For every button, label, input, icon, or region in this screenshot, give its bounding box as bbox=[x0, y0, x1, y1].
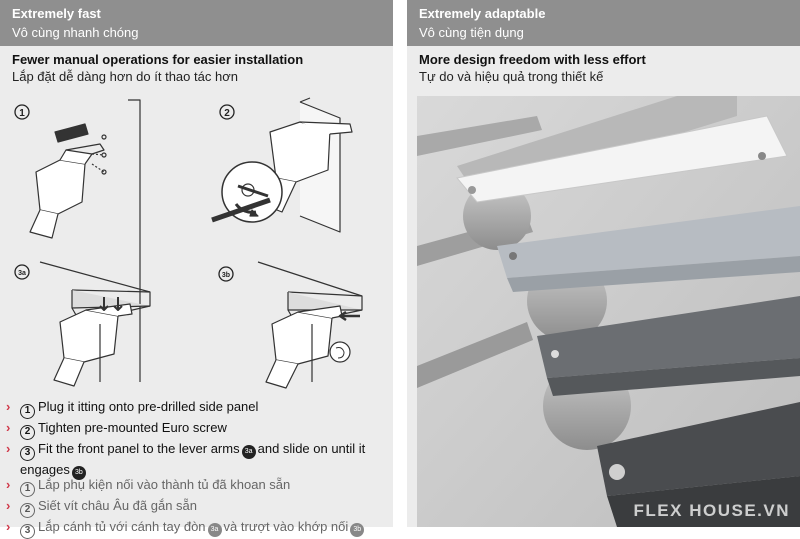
diagram-label-3b: 3b bbox=[221, 272, 231, 279]
step-vi-3-mid: và trượt vào khớp nối bbox=[223, 519, 349, 534]
step-en-3-text-a: Fit the front panel to the lever arms bbox=[38, 441, 240, 456]
step-badge-3b: 3b bbox=[72, 466, 86, 480]
right-header bbox=[407, 0, 800, 46]
left-subtitle-vi: Lắp đặt dễ dàng hơn do ít thao tác hơn bbox=[12, 69, 238, 84]
step-number-badge: 3 bbox=[20, 446, 35, 461]
step-3a-illustration bbox=[40, 262, 150, 386]
step-vi-1 bbox=[6, 476, 391, 497]
chevron-right-icon: › bbox=[6, 477, 11, 492]
right-subtitle-en: More design freedom with less effort bbox=[419, 52, 646, 67]
step-en-3-text-b: engages bbox=[20, 462, 70, 477]
step-vi-2 bbox=[6, 497, 391, 518]
step-vi-2-text: Siết vít châu Âu đã gắn sẵn bbox=[38, 498, 197, 513]
steps-english bbox=[6, 398, 391, 480]
right-header-title-vi: Vô cùng tiện dụng bbox=[419, 25, 524, 40]
installation-diagram bbox=[0, 92, 393, 392]
chevron-right-icon: › bbox=[6, 498, 11, 513]
step-en-2 bbox=[6, 419, 391, 440]
chevron-right-icon: › bbox=[6, 420, 11, 435]
step-vi-3-text-a: Lắp cánh tủ với cánh tay đòn bbox=[38, 519, 206, 534]
left-header bbox=[0, 0, 393, 46]
step-en-3 bbox=[6, 440, 391, 480]
step-number-badge: 3 bbox=[20, 524, 35, 539]
chevron-right-icon: › bbox=[6, 519, 11, 534]
step-vi-1-text: Lắp phụ kiện nối vào thành tủ đã khoan sẵn bbox=[38, 477, 291, 492]
step-number-badge: 1 bbox=[20, 482, 35, 497]
right-subtitle-vi: Tự do và hiệu quả trong thiết kế bbox=[419, 69, 604, 84]
step-en-3-mid: and slide on until it bbox=[257, 441, 366, 456]
left-subtitle bbox=[12, 51, 303, 85]
left-header-title-vi: Vô cùng nhanh chóng bbox=[12, 25, 139, 40]
right-header-title-en: Extremely adaptable bbox=[419, 6, 546, 21]
steps-vietnamese bbox=[6, 476, 391, 539]
left-subtitle-en: Fewer manual operations for easier installation bbox=[12, 52, 304, 67]
step-en-2-text: Tighten pre-mounted Euro screw bbox=[38, 420, 227, 435]
diagram-label-3a: 3a bbox=[18, 270, 26, 277]
left-header-title-en: Extremely fast bbox=[12, 6, 101, 21]
step-en-1 bbox=[6, 398, 391, 419]
step-badge-3a: 3a bbox=[208, 523, 222, 537]
chevron-right-icon: › bbox=[6, 441, 11, 456]
lift-mechanism-photo bbox=[417, 96, 800, 527]
watermark: FLEX HOUSE.VN bbox=[633, 501, 790, 520]
step-number-badge: 2 bbox=[20, 503, 35, 518]
right-panel bbox=[407, 0, 800, 527]
diagram-label-1: 1 bbox=[19, 108, 25, 119]
step-number-badge: 2 bbox=[20, 425, 35, 440]
step-number-badge: 1 bbox=[20, 404, 35, 419]
right-subtitle bbox=[419, 51, 646, 85]
chevron-right-icon: › bbox=[6, 399, 11, 414]
step-3b-illustration bbox=[258, 262, 362, 388]
step-2-illustration bbox=[212, 98, 352, 232]
diagram-label-2: 2 bbox=[224, 108, 230, 119]
step-badge-3b: 3b bbox=[350, 523, 364, 537]
left-panel bbox=[0, 0, 393, 536]
step-badge-3a: 3a bbox=[242, 445, 256, 459]
step-en-1-text: Plug it itting onto pre-drilled side panel bbox=[38, 399, 259, 414]
step-vi-3 bbox=[6, 518, 391, 539]
